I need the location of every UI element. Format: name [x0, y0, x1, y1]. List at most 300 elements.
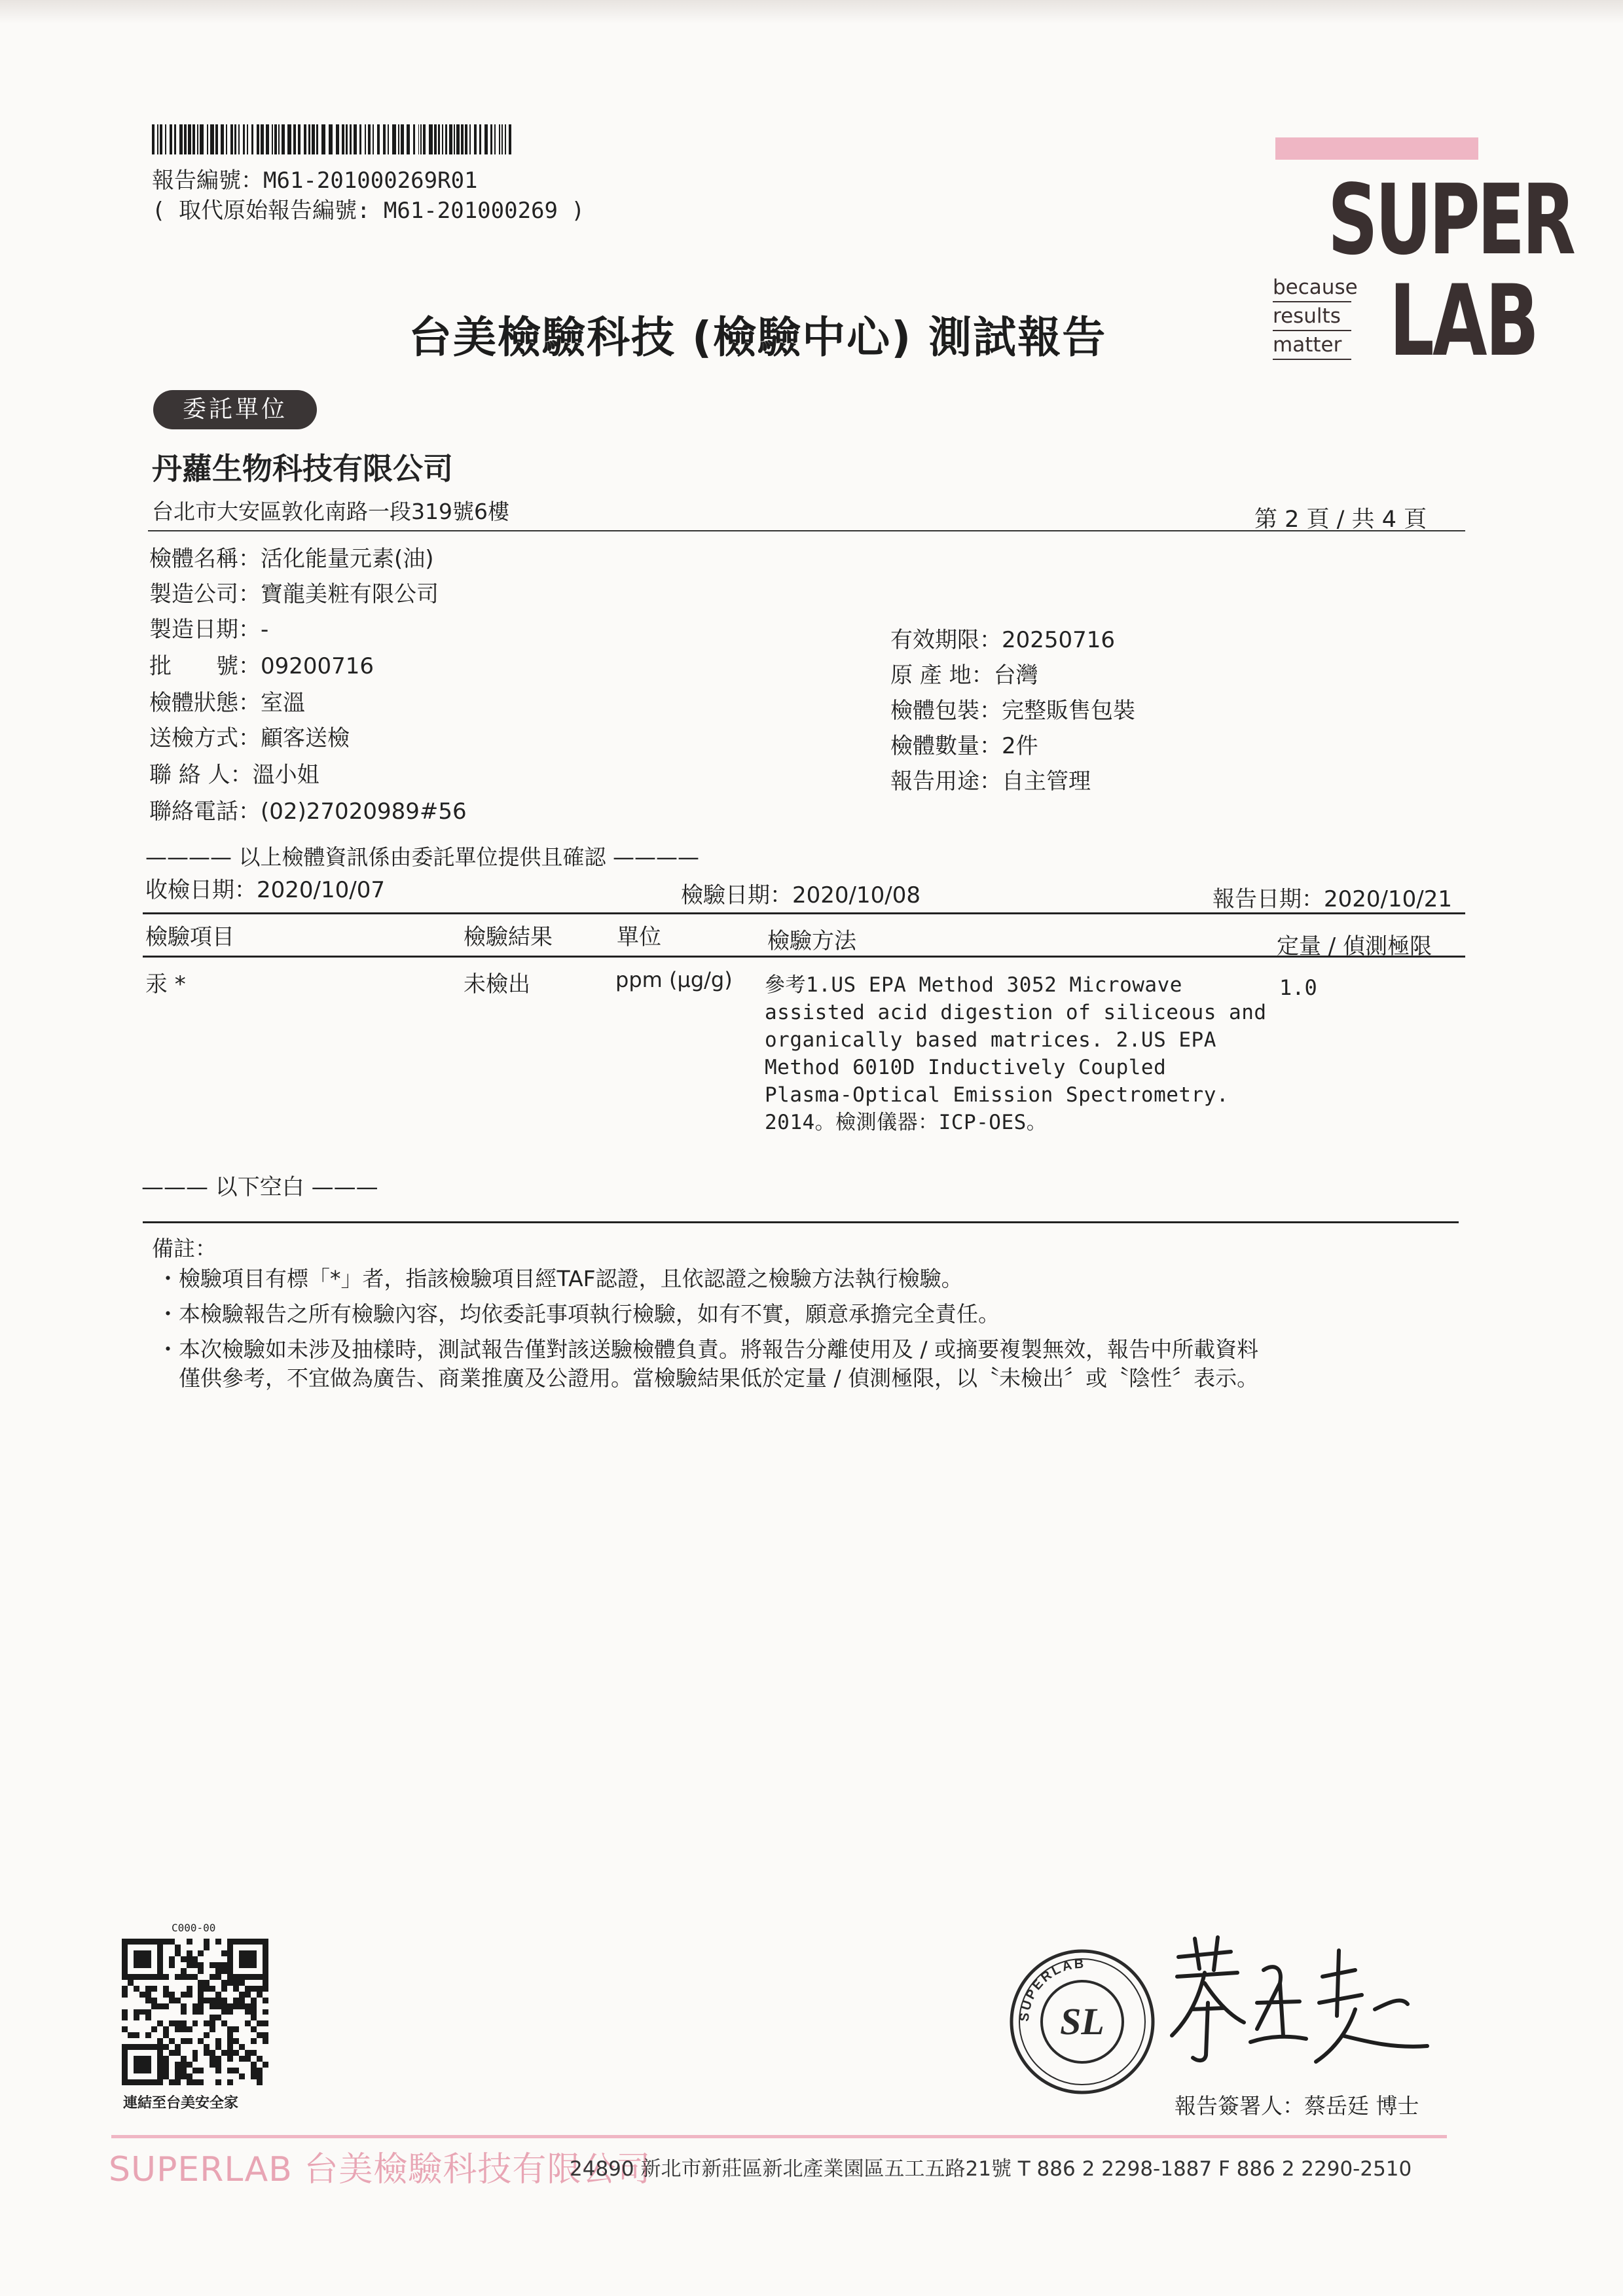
qr-module: [245, 1992, 251, 1998]
qr-module: [257, 2068, 263, 2073]
barcode-bar: [230, 124, 233, 154]
qr-module: [221, 2068, 227, 2073]
qr-module: [251, 1998, 257, 2003]
qr-module: [145, 1974, 151, 1980]
qr-module: [163, 2032, 169, 2038]
qr-module: [122, 1986, 128, 1992]
qr-module: [128, 2050, 134, 2056]
logo-tagline-line: results: [1273, 302, 1351, 331]
qr-module: [221, 2056, 227, 2062]
qr-module: [210, 1998, 215, 2003]
qr-module: [204, 2073, 210, 2079]
barcode-bar: [215, 124, 218, 154]
logo-lab-text: LAB: [1389, 264, 1538, 378]
qr-module: [210, 2015, 215, 2020]
qr-module: [221, 1980, 227, 1986]
barcode-bar: [490, 124, 492, 154]
qr-module: [239, 1950, 245, 1956]
qr-module: [227, 2009, 233, 2015]
qr-module: [151, 2038, 157, 2044]
qr-module: [187, 2015, 192, 2020]
qr-module: [198, 1986, 204, 1992]
qr-module: [151, 2032, 157, 2038]
barcode-bar: [207, 124, 208, 154]
barcode-bar: [365, 124, 366, 154]
barcode-bar: [383, 124, 386, 154]
qr-module: [227, 2044, 233, 2050]
qr-module: [145, 2020, 151, 2026]
qr-module: [221, 2026, 227, 2032]
qr-module: [204, 2044, 210, 2050]
barcode-bar: [184, 124, 187, 154]
qr-module: [204, 2079, 210, 2085]
barcode-bar: [160, 124, 162, 154]
qr-module: [181, 2003, 187, 2009]
qr-module: [122, 2009, 128, 2015]
qr-module: [187, 2020, 192, 2026]
qr-module: [134, 1950, 139, 1956]
barcode-bar: [449, 124, 452, 154]
qr-module: [122, 1962, 128, 1968]
field-contact-phone: 聯絡電話：(02)27020989#56: [149, 798, 467, 825]
qr-module: [263, 1945, 268, 1950]
qr-module: [187, 2032, 192, 2038]
qr-module: [151, 2068, 157, 2073]
qr-module: [169, 2056, 175, 2062]
qr-module: [128, 1968, 134, 1974]
barcode-bar: [359, 124, 361, 154]
note-item: ・檢驗項目有標「*」者，指該檢驗項目經TAF認證，且依認證之檢驗方法執行檢驗。: [157, 1266, 963, 1291]
qr-module: [157, 1992, 163, 1998]
qr-module: [215, 1986, 221, 1992]
qr-module: [251, 2038, 257, 2044]
barcode-bar: [454, 124, 455, 154]
qr-module: [151, 2056, 157, 2062]
qr-module: [227, 1974, 233, 1980]
qr-module: [227, 2020, 233, 2026]
qr-module: [122, 1974, 128, 1980]
qr-module: [198, 1968, 204, 1974]
qr-module: [163, 2079, 169, 2085]
qr-module: [221, 1950, 227, 1956]
barcode-bar: [494, 124, 496, 154]
qr-module: [239, 2073, 245, 2079]
qr-module: [245, 2038, 251, 2044]
qr-module: [128, 1945, 134, 1950]
qr-module: [227, 1968, 233, 1974]
qr-module: [181, 2073, 187, 2079]
qr-module: [251, 1950, 257, 1956]
barcode-bar: [226, 124, 227, 154]
barcode-bar: [505, 124, 506, 154]
table-top-rule: [143, 912, 1465, 914]
qr-module: [187, 2056, 192, 2062]
qr-module: [181, 2068, 187, 2073]
qr-module: [128, 2062, 134, 2068]
qr-module: [122, 2062, 128, 2068]
qr-module: [157, 2073, 163, 2079]
qr-module: [215, 2073, 221, 2079]
qr-module: [187, 1986, 192, 1992]
qr-module: [227, 1956, 233, 1962]
qr-module: [204, 1950, 210, 1956]
qr-module: [263, 2032, 268, 2038]
qr-module: [139, 1956, 145, 1962]
qr-module: [139, 1974, 145, 1980]
qr-module: [134, 2032, 139, 2038]
qr-module: [139, 2026, 145, 2032]
barcode-bar: [474, 124, 477, 154]
qr-module: [263, 2062, 268, 2068]
qr-module: [257, 1962, 263, 1968]
qr-module: [215, 2068, 221, 2073]
qr-module: [163, 2056, 169, 2062]
qr-module: [134, 2003, 139, 2009]
qr-module: [128, 1998, 134, 2003]
qr-module: [163, 2044, 169, 2050]
qr-module: [198, 2015, 204, 2020]
qr-module: [139, 1945, 145, 1950]
barcode-bar: [456, 124, 460, 154]
qr-module: [192, 2003, 198, 2009]
qr-module: [169, 1950, 175, 1956]
qr-module: [187, 1956, 192, 1962]
qr-module: [221, 2015, 227, 2020]
barcode-bar: [499, 124, 500, 154]
qr-module: [245, 1956, 251, 1962]
qr-module: [169, 2026, 175, 2032]
qr-module: [181, 1939, 187, 1945]
qr-module: [145, 2009, 151, 2015]
qr-module: [187, 1968, 192, 1974]
qr-module: [215, 2020, 221, 2026]
qr-module: [134, 1992, 139, 1998]
qr-module: [128, 1980, 134, 1986]
notes-title: 備註：: [152, 1236, 217, 1261]
qr-module: [221, 2003, 227, 2009]
qr-module: [169, 2079, 175, 2085]
qr-module: [233, 2020, 239, 2026]
qr-module: [215, 2050, 221, 2056]
barcode-bar: [170, 124, 172, 154]
qr-module: [245, 2050, 251, 2056]
qr-module: [239, 1962, 245, 1968]
barcode-bar: [321, 124, 325, 154]
qr-module: [215, 2062, 221, 2068]
scan-top-shadow: [0, 0, 1623, 24]
qr-module: [204, 1956, 210, 1962]
qr-module: [157, 1986, 163, 1992]
qr-module: [239, 2068, 245, 2073]
qr-module: [169, 1945, 175, 1950]
qr-module: [257, 2032, 263, 2038]
qr-module: [151, 1956, 157, 1962]
qr-module: [233, 2079, 239, 2085]
barcode-bar: [509, 124, 511, 154]
qr-module: [187, 1945, 192, 1950]
note-item: ・本次檢驗如未涉及抽樣時，測試報告僅對該送驗檢體負責。將報告分離使用及 / 或摘要複製無效，報告中所載資料: [157, 1336, 1259, 1362]
qr-module: [181, 1980, 187, 1986]
qr-module: [263, 1968, 268, 1974]
qr-module: [134, 2038, 139, 2044]
qr-module: [122, 2050, 128, 2056]
report-barcode: [152, 124, 513, 154]
qr-module: [233, 1974, 239, 1980]
qr-module: [245, 1962, 251, 1968]
qr-module: [145, 2026, 151, 2032]
qr-module: [157, 2026, 163, 2032]
qr-module: [145, 1962, 151, 1968]
qr-module: [210, 2026, 215, 2032]
client-confirmation-note: ———— 以上檢體資訊係由委託單位提供且確認 ————: [145, 844, 699, 870]
logo-accent-bar: [1275, 137, 1478, 160]
qr-module: [175, 1980, 181, 1986]
qr-module: [215, 1980, 221, 1986]
qr-module: [128, 1986, 134, 1992]
barcode-bar: [174, 124, 176, 154]
qr-module: [139, 1992, 145, 1998]
qr-module: [227, 1950, 233, 1956]
qr-module: [233, 1968, 239, 1974]
qr-module: [227, 2038, 233, 2044]
table-header-unit: 單位: [617, 924, 661, 950]
qr-module: [175, 2050, 181, 2056]
qr-module: [245, 1998, 251, 2003]
qr-module: [151, 1945, 157, 1950]
table-cell-item: 汞 *: [145, 971, 186, 997]
qr-module: [175, 2003, 181, 2009]
qr-module: [227, 1939, 233, 1945]
qr-module: [175, 1998, 181, 2003]
qr-module: [139, 2056, 145, 2062]
qr-module: [215, 1998, 221, 2003]
seal-mark: SL: [1060, 2000, 1104, 2043]
qr-module: [198, 1950, 204, 1956]
qr-module: [198, 2044, 204, 2050]
qr-code-icon[interactable]: [122, 1939, 268, 2085]
client-address: 台北市大安區敦化南路一段319號6樓: [152, 499, 509, 524]
qr-module: [239, 1998, 245, 2003]
qr-module: [163, 1950, 169, 1956]
qr-module: [175, 1950, 181, 1956]
qr-module: [210, 2009, 215, 2015]
qr-module: [163, 1980, 169, 1986]
qr-module: [198, 2050, 204, 2056]
qr-module: [215, 1962, 221, 1968]
qr-module: [192, 1939, 198, 1945]
qr-module: [263, 1986, 268, 1992]
qr-module: [257, 2038, 263, 2044]
qr-module: [239, 2020, 245, 2026]
qr-module: [187, 1980, 192, 1986]
qr-module: [128, 2038, 134, 2044]
qr-module: [139, 1998, 145, 2003]
qr-module: [122, 2032, 128, 2038]
qr-module: [151, 2073, 157, 2079]
barcode-bar: [238, 124, 240, 154]
qr-module: [257, 1945, 263, 1950]
qr-module: [239, 1974, 245, 1980]
qr-module: [145, 1956, 151, 1962]
qr-module: [251, 2009, 257, 2015]
qr-module: [210, 2056, 215, 2062]
qr-module: [215, 2032, 221, 2038]
qr-module: [151, 1950, 157, 1956]
qr-module: [251, 2056, 257, 2062]
qr-module: [151, 2050, 157, 2056]
qr-module: [139, 2068, 145, 2073]
qr-module: [134, 2068, 139, 2073]
qr-module: [145, 2044, 151, 2050]
qr-module: [157, 2009, 163, 2015]
qr-module: [157, 2032, 163, 2038]
qr-module: [263, 2079, 268, 2085]
barcode-bar: [287, 124, 291, 154]
seal-ring-text: SUPERLAB: [1017, 1956, 1086, 2022]
barcode-bar: [354, 124, 357, 154]
qr-module: [128, 2020, 134, 2026]
qr-module: [227, 2062, 233, 2068]
qr-module: [215, 2044, 221, 2050]
barcode-bar: [188, 124, 191, 154]
qr-module: [245, 2009, 251, 2015]
qr-module: [134, 1945, 139, 1950]
qr-module: [187, 1950, 192, 1956]
qr-module: [169, 1962, 175, 1968]
qr-module: [187, 1998, 192, 2003]
qr-module: [151, 1974, 157, 1980]
qr-module: [245, 1986, 251, 1992]
qr-module: [157, 2020, 163, 2026]
qr-module: [198, 2026, 204, 2032]
qr-module: [192, 2038, 198, 2044]
barcode-bar: [200, 124, 204, 154]
qr-module: [169, 1956, 175, 1962]
qr-module: [227, 2050, 233, 2056]
qr-module: [257, 2026, 263, 2032]
note-item: ・本檢驗報告之所有檢驗內容，均依委託事項執行檢驗，如有不實，願意承擔完全責任。: [157, 1301, 1000, 1327]
qr-module: [145, 2003, 151, 2009]
table-header-result: 檢驗結果: [464, 924, 553, 950]
qr-module: [210, 1986, 215, 1992]
qr-module: [263, 2073, 268, 2079]
qr-module: [192, 2044, 198, 2050]
qr-module: [221, 1992, 227, 1998]
table-cell-result: 未檢出: [464, 971, 530, 997]
barcode-bar: [420, 124, 422, 154]
qr-module: [163, 2038, 169, 2044]
qr-module: [198, 1980, 204, 1986]
barcode-bar: [407, 124, 410, 154]
qr-module: [198, 1945, 204, 1950]
qr-module: [233, 2009, 239, 2015]
qr-module: [233, 2068, 239, 2073]
qr-module: [169, 1986, 175, 1992]
qr-module: [239, 1986, 245, 1992]
qr-module: [122, 2079, 128, 2085]
qr-module: [245, 1939, 251, 1945]
qr-module: [210, 2038, 215, 2044]
logo-super-text: SUPER: [1328, 164, 1573, 276]
qr-module: [181, 2044, 187, 2050]
qr-module: [192, 2068, 198, 2073]
table-cell-limit: 1.0: [1279, 975, 1317, 1000]
qr-module: [181, 2020, 187, 2026]
qr-module: [175, 2073, 181, 2079]
qr-module: [245, 1950, 251, 1956]
qr-module: [169, 1980, 175, 1986]
qr-module: [181, 2062, 187, 2068]
qr-module: [163, 1998, 169, 2003]
qr-module: [215, 1950, 221, 1956]
qr-module: [257, 2015, 263, 2020]
barcode-bar: [257, 124, 259, 154]
qr-module: [151, 2026, 157, 2032]
barcode-bar: [445, 124, 447, 154]
qr-module: [181, 2026, 187, 2032]
qr-module: [163, 2073, 169, 2079]
qr-module: [210, 2068, 215, 2073]
qr-module: [204, 1962, 210, 1968]
qr-module: [198, 2079, 204, 2085]
barcode-bar: [388, 124, 389, 154]
qr-module: [181, 2032, 187, 2038]
qr-module: [233, 1956, 239, 1962]
qr-module: [239, 2003, 245, 2009]
qr-module: [263, 2026, 268, 2032]
qr-module: [227, 1998, 233, 2003]
qr-module: [128, 2009, 134, 2015]
qr-module: [239, 2026, 245, 2032]
qr-module: [192, 2009, 198, 2015]
qr-module: [139, 2015, 145, 2020]
qr-module: [227, 2073, 233, 2079]
qr-module: [181, 1950, 187, 1956]
qr-module: [204, 2020, 210, 2026]
qr-module: [122, 1956, 128, 1962]
qr-module: [263, 2003, 268, 2009]
qr-module: [145, 2056, 151, 2062]
qr-module: [134, 2056, 139, 2062]
qr-module: [257, 1939, 263, 1945]
qr-module: [139, 2003, 145, 2009]
qr-module: [145, 1980, 151, 1986]
qr-module: [227, 2015, 233, 2020]
qr-module: [157, 1980, 163, 1986]
qr-module: [227, 2026, 233, 2032]
qr-module: [257, 1968, 263, 1974]
qr-module: [257, 2056, 263, 2062]
qr-module: [204, 1986, 210, 1992]
qr-module: [263, 2015, 268, 2020]
qr-module: [239, 2015, 245, 2020]
barcode-bar: [434, 124, 437, 154]
qr-module: [169, 2020, 175, 2026]
qr-module: [122, 2015, 128, 2020]
qr-module: [233, 1998, 239, 2003]
qr-module: [227, 1986, 233, 1992]
field-contact-person: 聯 絡 人：溫小姐: [149, 762, 319, 788]
qr-module: [151, 1962, 157, 1968]
field-sample-state: 檢體狀態：室溫: [149, 690, 305, 716]
qr-module: [221, 1998, 227, 2003]
qr-module: [192, 1968, 198, 1974]
qr-module: [122, 2068, 128, 2073]
qr-module: [175, 1968, 181, 1974]
qr-module: [128, 2073, 134, 2079]
qr-module: [187, 2068, 192, 2073]
qr-module: [251, 1980, 257, 1986]
